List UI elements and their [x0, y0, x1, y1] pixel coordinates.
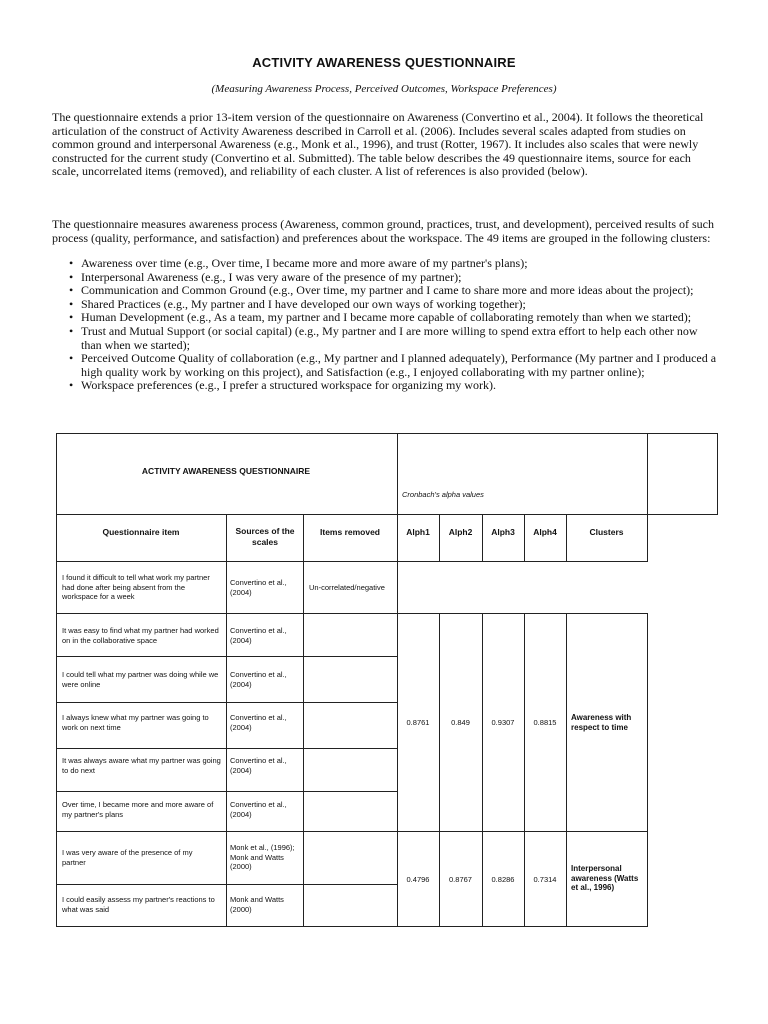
column-divider — [397, 433, 398, 927]
header-sources: Sources of the scales — [235, 526, 295, 547]
group-cluster: Awareness with respect to time — [571, 713, 632, 732]
column-divider — [647, 613, 648, 927]
list-item: • Interpersonal Awareness (e.g., I was very aware of the presence of my partner); — [52, 271, 720, 285]
table-row-item: I was very aware of the presence of my partner — [62, 848, 193, 867]
header-item: Questionnaire item — [102, 527, 180, 537]
table-row-removed: Un-correlated/negative — [309, 583, 385, 592]
table-border-left — [56, 433, 57, 927]
header-alph4: Alph4 — [533, 527, 557, 537]
list-item: • Workspace preferences (e.g., I prefer a structured workspace for organizing my work). — [52, 379, 720, 393]
column-divider — [647, 433, 648, 561]
header-clusters: Clusters — [589, 527, 624, 537]
group-alph2: 0.849 — [451, 718, 470, 727]
group-divider — [56, 831, 648, 832]
table-row-source: Convertino et al., (2004) — [230, 800, 287, 819]
group-alph3: 0.9307 — [491, 718, 515, 727]
table-row-source: Monk and Watts (2000) — [230, 895, 284, 914]
table-row-item: I could easily assess my partner's reactions to what was said — [62, 895, 215, 914]
column-divider — [566, 613, 567, 927]
group-alph1: 0.4796 — [406, 875, 430, 884]
table-row-source: Convertino et al., (2004) — [230, 626, 287, 645]
questionnaire-table — [56, 433, 718, 927]
cluster-list — [52, 257, 720, 393]
table-row-item: It was easy to find what my partner had worked on in the collaborative space — [62, 626, 219, 645]
table-row-source: Convertino et al., (2004) — [230, 713, 287, 732]
alpha-caption: Cronbach's alpha values — [402, 490, 484, 499]
group-alph4: 0.7314 — [533, 875, 557, 884]
header-alph3: Alph3 — [491, 527, 515, 537]
table-header-divider — [56, 514, 718, 515]
table-row-item: I always knew what my partner was going to work on next time — [62, 713, 209, 732]
document-subtitle: (Measuring Awareness Process, Perceived Outcomes, Workspace Preferences) — [211, 83, 557, 95]
header-alph2: Alph2 — [448, 527, 473, 537]
group-cluster: Interpersonal awareness (Watts et al., 1996) — [571, 864, 639, 893]
table-row-source: Convertino et al., (2004) — [230, 756, 287, 775]
table-row-item: I found it difficult to tell what work my partner had done after being absent from the workspace for a week — [62, 573, 210, 602]
list-item: • Shared Practices (e.g., My partner and I have developed our own ways of working together); — [52, 298, 720, 312]
list-item: • Trust and Mutual Support (or social capital) (e.g., My partner and I are more willing to spend extra effort to help each other now than when we started); — [52, 325, 720, 352]
table-border-right — [717, 433, 718, 515]
table-border-top — [56, 433, 718, 434]
header-alph1: Alph1 — [406, 527, 430, 537]
document-title: ACTIVITY AWARENESS QUESTIONNAIRE — [252, 55, 516, 70]
header-removed: Items removed — [320, 527, 380, 537]
group-alph2: 0.8767 — [449, 875, 472, 884]
column-divider — [303, 514, 304, 927]
table-row-source: Convertino et al., (2004) — [230, 578, 287, 597]
table-title: ACTIVITY AWARENESS QUESTIONNAIRE — [141, 466, 311, 476]
group-alph4: 0.8815 — [533, 718, 557, 727]
group-alph1: 0.8761 — [406, 718, 430, 727]
table-row-item: Over time, I became more and more aware of my partner's plans — [62, 800, 214, 819]
table-border-bottom — [56, 926, 648, 927]
list-item: • Perceived Outcome Quality of collaboration (e.g., My partner and I planned adequately), Performance (My partner and I produced a high quality work by working on this project), and Satisfaction (e.g., I enjoyed collaborating with my partner online); — [52, 352, 720, 379]
table-row-item: It was always aware what my partner was going to do next — [62, 756, 221, 775]
table-row-source: Monk et al., (1996); Monk and Watts (2000) — [230, 843, 295, 872]
list-item: • Human Development (e.g., As a team, my partner and I became more capable of collaborating remotely than when we started); — [52, 311, 720, 325]
clusters-paragraph: The questionnaire measures awareness process (Awareness, common ground, practices, trust, and development), perceived results of such process (quality, performance, and satisfaction) and preferences about the workspace. The 49 items are grouped in the following clusters: — [52, 217, 715, 245]
list-item: • Communication and Common Ground (e.g., Over time, my partner and I came to share more and more ideas about the project); — [52, 284, 720, 298]
list-item: • Awareness over time (e.g., Over time, I became more and more aware of my partner's plans); — [52, 257, 720, 271]
intro-paragraph: The questionnaire extends a prior 13-item version of the questionnaire on Awareness (Convertino et al., 2004). It follows the theoretical articulation of the construct of Activity Awareness described in Carroll et al. (2006). Includes several scales adapted from studies on common ground and interpersonal Awareness (e.g., Monk et al., 1996), and trust (Rotter, 1967). It includes also scales that were newly constructed for the current study (Convertino et al. Submitted). The table below describes the 49 questionnaire items, source for each scale, uncorrelated items (removed), and reliability of each cluster. A list of references is also provided (below). — [52, 110, 704, 179]
table-row-item: I could tell what my partner was doing while we were online — [62, 670, 219, 689]
table-header-bottom — [56, 561, 648, 562]
column-divider — [226, 514, 227, 927]
row-divider — [56, 613, 648, 614]
table-row-source: Convertino et al., (2004) — [230, 670, 287, 689]
group-alph3: 0.8286 — [491, 875, 515, 884]
